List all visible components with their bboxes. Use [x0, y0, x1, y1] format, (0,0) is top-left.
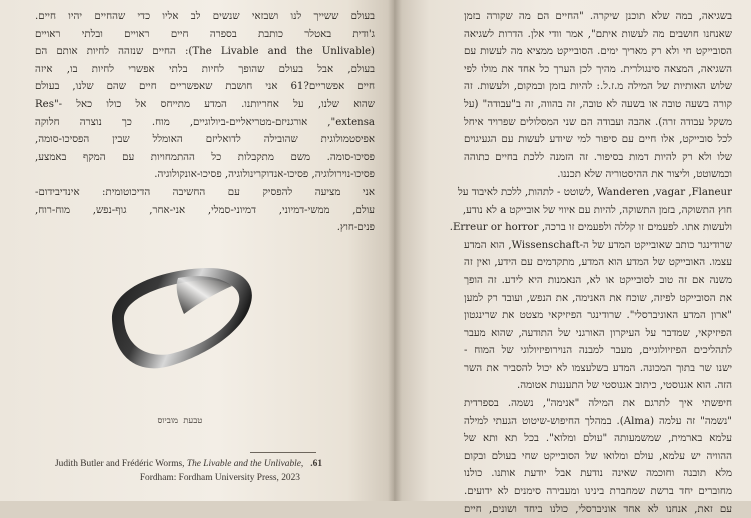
text-line: הפיזיקאי, שמדבר על העיקרון האורגני של התודעה, שהוא מעבר [464, 327, 732, 339]
text-line: אפיסטמולוגית שהובילה לדואליזם האומלל שבין הפסיכו-סומה, [35, 134, 375, 146]
text-line [35, 26, 375, 44]
figure-caption: טבעת מוביוס [157, 416, 203, 426]
text-line: extensa", אורגניזם-מטריאליים-ביולוגיים, מוח. כך נוצרה חלוקה [35, 116, 375, 128]
text-line: "ארון המדע האוניברסלי". שרודינגר הפיזיקאי מצטט את שרינגטון [464, 310, 732, 322]
footnote-authors: Judith Butler and Frédéric Worms, [54, 459, 185, 469]
text-line: שאנחנו חושבים מה לעשות איתם", אמר וודי אלן. הדרות לשגיאה [464, 28, 732, 40]
text-line: עצמו. האובייקט של המדע הוא המדע, מתקדמים עם הידע, ואין זה [464, 257, 732, 269]
text-line: ההוויה יש עלמא, עולם ומלואו של הסובייקט שחי בעולם ובקום [464, 450, 732, 462]
text-line: וכמשוטט, וליצור את ההיסטוריה שלא תכננו. [557, 169, 732, 181]
text-line: חיפשתי איך לתרגם את המילה "אנימה", נשמה. בספרדית [464, 398, 732, 410]
text-line: הסובייקט חי ולא רק מאריך ימים. הסובייקט ממציא מה לעשות עם [464, 46, 732, 58]
text-line: אני מציעה להפסיק עם החשיבה הדיכוטומית: אינדיבידום- [35, 186, 375, 198]
text-line: פסיכו-נוירולוגיה, פסיכו-אנדוקרינולוגיה, פסיכו-אונקולוגיה. [154, 169, 375, 181]
book-gutter [388, 0, 402, 501]
text-line: הזה. הוא אגנוסטי, כיתוב אגנוסטי של התעננות אטומה. [517, 380, 732, 392]
text-line: מחוברים יחד ברשת שמחברת בינינו ומעבירה סימנים לא ידועים. [464, 486, 732, 498]
footnote-title: The Livable and the Unlivable [186, 459, 301, 469]
text-line: משנה אם זה טוב לסובייקט או לא, הנאמנות היא לידע. זה הופך [464, 274, 732, 286]
text-line: חיים אפשריים?61 אני חושבת שאפשריים חיים שהם שלנו, בעולם [35, 81, 375, 93]
text-line: לכל סובייקט, אלו חיים עם סיפור למי שיודע לעשות עם הגעיגוים [464, 134, 732, 146]
footnote-line-1: Judith Butler and Frédéric Worms, The Livable and the Unlivable, .61 [54, 459, 322, 469]
text-line: עולם, ממשי-דמיוני, דמיוני-סמלי, אני-אחר, גוף-נפש, מוח-רוח, [35, 204, 375, 216]
text-line: Wanderen ,vagar ,Flaneur ,לשוטט - לתהות, ללכת לאיבוד על [457, 186, 732, 198]
footnote-rule [250, 452, 316, 453]
footnote-number: .61 [310, 459, 322, 469]
text-line: לתהליכים הפיזיולוגיים, מעבר למבנה הנוירופיזיולוגי של המוח - [464, 345, 732, 357]
text-line: שרודינגר כותב שאובייקט המדע של ה-Wissenschaft, הוא המדע [464, 239, 733, 251]
mobius-strip-illustration [100, 258, 260, 378]
text-line: חוץ התשוקה, בזמן התשוקה, להיות עם איווי של אובייקט a לא נודע, [462, 204, 732, 216]
text-line: בעולם, אבל בעולם שהופך לחיות בלתי אפשרי לחיות בו, איזה [35, 63, 375, 75]
left-page-text [35, 8, 375, 237]
text-line: משקל עבודה זרה). אהבה ועבודה הם שני המסלולים שפרויד איחל [464, 116, 732, 128]
text-line: מלא תובנה וחוכמה שאינה נודעת אבל יודעת אותנו. כולנו [464, 468, 732, 480]
footnote [30, 458, 322, 485]
text-line: "נשמה" זה עלמה (Alma). במהלך החיפוש-שיטוט הגעתי למילה [464, 415, 732, 427]
mobius-twist [177, 276, 232, 314]
text-line: בשגיאה, במה שלא תוכנן שיקרה. "החיים הם מה שקורה בזמן [464, 11, 732, 22]
text-line: השגיאה, המצאה סינגולרית. מהיך לכן הערך כל אחד את מולו לפי [464, 63, 732, 75]
text-line: פסיכו-סומה. משם מתקבלות כל ההתמחויות עם המקף באמצע, [35, 151, 375, 163]
right-page-text [449, 8, 733, 518]
text-line: שהוא שלנו, על אחריותנו. המדע מתייחס אל כולו כאל -"Res [35, 98, 375, 110]
text-line: ולעשות אתו. לפעמים זו קללה ולפעמים זו ברכה, Erreur or horror. [449, 222, 732, 234]
text-line: עם זאת, אנחנו לא אחד אוניברסלי, כולנו ביחד ושונים, חיים [464, 503, 732, 515]
footnote-publisher: Fordham: Fordham University Press, 2023 [139, 472, 300, 483]
text-line: עלמא בארמית, שמשמעותה "עולם ומלוא". בכל תא ותא של [464, 433, 732, 445]
text-line: בעולם ששייך לנו ושבזאי שנשים לב אליו כדי שהחיים יהיו חיים. [35, 11, 375, 22]
text-line: (The Livable and the Unlivable): החיים שנזהה לחיות אותם הם [35, 46, 375, 58]
text-line: פנים-חוץ. [336, 222, 375, 234]
text-line: שלוש האותיות של המילה מ.ז.ל.: להיות בזמן ובמקום, ולעשות. זה [464, 81, 732, 93]
text-line: שלו ולא רק להיות דמות בסיפור. זה הזמנה ללכת בחיים כתוהה [464, 151, 732, 163]
text-line: קורה בשעה טובה או בשעה לא טובה, זה בהווה, זה ב"עבודה" (על [464, 98, 732, 110]
text-line-content: ג'ודית באטלר כותבת בספרה חיים ראויים ובלתי ראויים [35, 28, 375, 40]
text-line: את הסובייקט לפיזה, שוכח את האנימה, את הנפש, ועובד רק למען [464, 292, 732, 304]
text-line: ישנו שר בתוך המכונה. המדע בשלעצמו לא יכול להסביר את השר [464, 362, 732, 374]
